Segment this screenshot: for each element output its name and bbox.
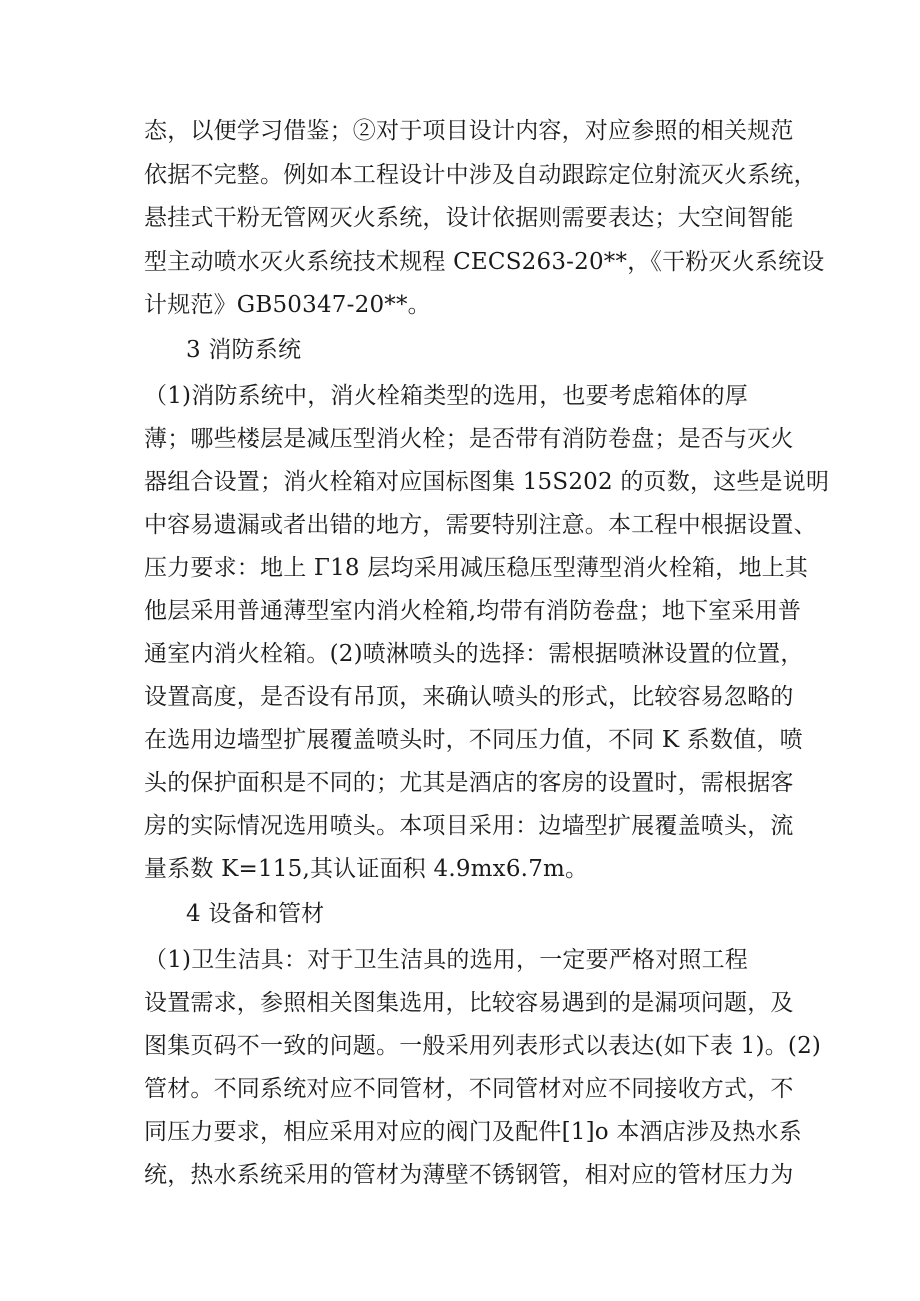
paragraph-line: 他层采用普通薄型室内消火栓箱,均带有消防卷盘；地下室采用普 [144, 598, 802, 624]
paragraph-line: 管材。不同系统对应不同管材，不同管材对应不同接收方式，不 [144, 1076, 794, 1102]
paragraph-line: 中容易遗漏或者出错的地方，需要特别注意。本工程中根据设置、 [144, 512, 817, 538]
paragraph-line: 量系数 K=115,其认证面积 4.9mx6.7m。 [144, 856, 589, 882]
paragraph-line: 压力要求：地上 Γ18 层均采用减压稳压型薄型消火栓箱，地上其 [144, 555, 809, 581]
paragraph-line: 在选用边墙型扩展覆盖喷头时，不同压力值，不同 K 系数值，喷 [144, 727, 803, 753]
paragraph-line: 悬挂式干粉无管网灭火系统，设计依据则需要表达；大空间智能 [144, 205, 794, 231]
paragraph-line: 房的实际情况选用喷头。本项目采用：边墙型扩展覆盖喷头，流 [144, 813, 794, 839]
paragraph-line: 型主动喷水灭火系统技术规程 CECS263-20**，《干粉灭火系统设 [144, 249, 825, 275]
paragraph-line: 计规范》GB50347-20**。 [144, 292, 431, 318]
paragraph-line: 薄；哪些楼层是减压型消火栓；是否带有消防卷盘；是否与灭火 [144, 426, 794, 452]
paragraph-line: 态，以便学习借鉴；②对于项目设计内容，对应参照的相关规范 [144, 118, 794, 144]
paragraph-line: 图集页码不一致的问题。一般采用列表形式以表达(如下表 1)。(2) [144, 1033, 822, 1059]
paragraph-line: 设置高度，是否设有吊顶，来确认喷头的形式，比较容易忽略的 [144, 684, 794, 710]
paragraph-line: 通室内消火栓箱。(2)喷淋喷头的选择：需根据喷淋设置的位置， [144, 641, 804, 667]
paragraph-line: 器组合设置；消火栓箱对应国标图集 15S202 的页数，这些是说明 [144, 469, 830, 495]
paragraph-line: 头的保护面积是不同的；尤其是酒店的客房的设置时，需根据客 [144, 770, 794, 796]
paragraph-line: 依据不完整。例如本工程设计中涉及自动跟踪定位射流灭火系统， [144, 162, 817, 188]
paragraph-line: 统，热水系统采用的管材为薄壁不锈钢管，相对应的管材压力为 [144, 1162, 794, 1188]
paragraph-line: （1)消防系统中，消火栓箱类型的选用，也要考虑箱体的厚 [144, 383, 749, 409]
paragraph-line: 同压力要求，相应采用对应的阀门及配件[1]o 本酒店涉及热水系 [144, 1119, 802, 1145]
section-heading-3: 3 消防系统 [186, 337, 302, 363]
paragraph-line: （1)卫生洁具：对于卫生洁具的选用，一定要严格对照工程 [144, 947, 749, 973]
section-heading-4: 4 设备和管材 [186, 901, 325, 927]
paragraph-line: 设置需求，参照相关图集选用，比较容易遇到的是漏项问题，及 [144, 990, 794, 1016]
